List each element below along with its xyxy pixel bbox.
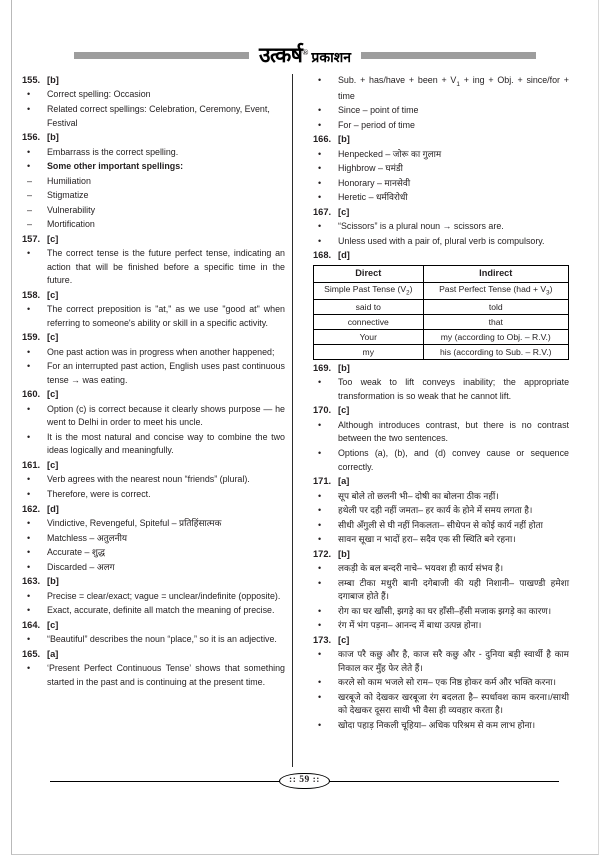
answer-option: [d] bbox=[338, 250, 350, 261]
dash-list-item bbox=[22, 189, 285, 203]
bullet-list-item bbox=[313, 162, 569, 176]
page-footer bbox=[0, 770, 609, 792]
table-cell: his (according to Sub. – R.V.) bbox=[423, 344, 568, 359]
answer-entry bbox=[22, 131, 285, 144]
table-row bbox=[314, 315, 569, 330]
answer-option: [c] bbox=[47, 459, 59, 470]
answer-option: [a] bbox=[47, 648, 59, 659]
answer-option: [c] bbox=[47, 289, 59, 300]
bullet-list-item bbox=[313, 605, 569, 619]
table-cell: that bbox=[423, 315, 568, 330]
question-number: 156. bbox=[22, 132, 41, 143]
answer-entry bbox=[22, 331, 285, 344]
list-item-text: Henpecked – जोरू का गुलाम bbox=[338, 148, 442, 159]
bullet-list-item bbox=[313, 376, 569, 403]
bullet-list-item bbox=[313, 562, 569, 576]
bullet-list-item bbox=[313, 191, 569, 205]
list-item-text: Vulnerability bbox=[47, 204, 96, 215]
table-column-header: Indirect bbox=[423, 265, 568, 282]
list-item-text: Discarded – अलग bbox=[47, 561, 115, 572]
bullet-marker-icon: • bbox=[27, 561, 31, 572]
bullet-marker-icon: • bbox=[27, 488, 31, 499]
bullet-marker-icon: • bbox=[27, 532, 31, 543]
list-item-text: Vindictive, Revengeful, Spiteful – प्रतिहिंसात्मक bbox=[47, 517, 222, 528]
question-number: 167. bbox=[313, 206, 332, 217]
bullet-list-item bbox=[22, 488, 285, 502]
list-item-text: खरबूजे को देखकर खरबूजा रंग बदलता है– स्पर्धावश काम करना।/साथी को देखकर दूसरा साथी भी वैसा ही व्यवहार करता है। bbox=[338, 691, 569, 716]
bullet-list-item bbox=[313, 676, 569, 690]
bullet-list-item bbox=[22, 546, 285, 560]
list-item-text: The correct tense is the future perfect tense, indicating an action that will be finished before a specific time in the future. bbox=[47, 248, 285, 286]
header-rule-left bbox=[74, 52, 249, 59]
bullet-marker-icon: • bbox=[318, 235, 322, 246]
list-item-text: Stigmatize bbox=[47, 190, 89, 201]
list-item-text: The correct preposition is "at," as we use "good at" when referring to someone's ability or skill in a specific activity. bbox=[47, 304, 285, 328]
list-item-text: ‘Present Perfect Continuous Tense’ shows that something started in the past and is continuing at the present time. bbox=[47, 663, 285, 687]
bullet-list-item bbox=[22, 103, 285, 130]
list-item-text: रंग में भंग पड़ना– आनन्द में बाधा उत्पन्न होना। bbox=[338, 620, 482, 631]
list-item-text: हथेली पर दही नहीं जमता– हर कार्य के होने में समय लगता है। bbox=[338, 505, 533, 516]
list-item-text: Unless used with a pair of, plural verb is compulsory. bbox=[338, 235, 545, 246]
bullet-marker-icon: • bbox=[318, 577, 322, 588]
list-item-text: For – period of time bbox=[338, 119, 415, 130]
bullet-list-item bbox=[313, 177, 569, 191]
answer-option: [b] bbox=[47, 75, 59, 85]
bullet-marker-icon: • bbox=[27, 634, 31, 645]
table-row bbox=[314, 300, 569, 315]
list-item-text: Highbrow – घमंडी bbox=[338, 163, 403, 174]
list-item-text: Too weak to lift conveys inability; the appropriate transformation is so weak that he cannot lift. bbox=[338, 377, 569, 401]
bullet-list-item bbox=[313, 235, 569, 249]
bullet-marker-icon: • bbox=[318, 534, 322, 545]
bullet-list-item bbox=[313, 148, 569, 162]
bullet-list-item bbox=[313, 220, 569, 234]
bullet-list-item bbox=[313, 104, 569, 118]
list-item-text: सूप बोले तो छलनी भी– दोषी का बोलना ठीक नहीं। bbox=[338, 490, 499, 501]
list-item-text: काज परै कछु और है, काज सरै कछु और - दुनिया बड़ी स्वार्थी है काम निकाल कर मुँह फेर लेते हैं। bbox=[338, 649, 569, 673]
table-cell: said to bbox=[314, 300, 424, 315]
dash-list-item bbox=[22, 204, 285, 218]
answer-entry bbox=[22, 388, 285, 401]
bullet-marker-icon: • bbox=[318, 163, 322, 174]
question-number: 162. bbox=[22, 503, 41, 514]
list-item-text: “Scissors” is a plural noun → scissors are. bbox=[338, 221, 504, 232]
bullet-marker-icon: • bbox=[27, 346, 31, 357]
bullet-marker-icon: • bbox=[318, 192, 322, 203]
bullet-marker-icon: • bbox=[27, 304, 31, 315]
answer-option: [c] bbox=[47, 619, 59, 630]
answer-option: [c] bbox=[47, 389, 59, 400]
bullet-list-item bbox=[313, 504, 569, 518]
question-number: 161. bbox=[22, 459, 41, 470]
answer-entry bbox=[22, 648, 285, 661]
bullet-marker-icon: • bbox=[27, 403, 31, 414]
bullet-marker-icon: • bbox=[27, 89, 31, 100]
bullet-marker-icon: • bbox=[27, 517, 31, 528]
bullet-marker-icon: • bbox=[318, 605, 322, 616]
answer-entry bbox=[22, 503, 285, 516]
footer-rule-right bbox=[324, 781, 559, 782]
bullet-marker-icon: • bbox=[318, 105, 322, 116]
question-number: 155. bbox=[22, 75, 41, 85]
bullet-list-item bbox=[22, 160, 285, 174]
question-number: 170. bbox=[313, 405, 332, 416]
question-number: 171. bbox=[313, 476, 332, 487]
list-item-text: Embarrass is the correct spelling. bbox=[47, 146, 179, 157]
answer-option: [b] bbox=[338, 362, 350, 373]
table-column-header: Direct bbox=[314, 265, 424, 282]
bullet-list-item bbox=[22, 431, 285, 458]
bullet-marker-icon: • bbox=[318, 505, 322, 516]
bullet-list-item bbox=[313, 619, 569, 633]
left-column bbox=[22, 74, 292, 764]
answer-entry bbox=[22, 74, 285, 87]
bullet-list-item bbox=[22, 403, 285, 430]
table-row bbox=[314, 330, 569, 345]
table-cell: Past Perfect Tense $(had + V_3)$ bbox=[423, 282, 568, 300]
list-item-text: “Beautiful” describes the noun “place,” so it is an adjective. bbox=[47, 634, 277, 645]
dash-marker-icon: – bbox=[27, 190, 33, 201]
footer-rule-left bbox=[50, 781, 285, 782]
bullet-list-item bbox=[22, 303, 285, 330]
answer-option: [b] bbox=[338, 548, 350, 559]
dash-list-item bbox=[22, 218, 285, 232]
bullet-marker-icon: • bbox=[318, 119, 322, 130]
list-item-text: It is the most natural and concise way to combine the two ideas logically and meaningfully. bbox=[47, 431, 285, 456]
bullet-list-item bbox=[313, 691, 569, 718]
dash-marker-icon: – bbox=[27, 204, 33, 215]
bullet-marker-icon: • bbox=[318, 447, 322, 458]
answer-option: [a] bbox=[338, 476, 350, 487]
question-number: 165. bbox=[22, 648, 41, 659]
question-number: 168. bbox=[313, 250, 332, 261]
bullet-list-item bbox=[22, 604, 285, 618]
bullet-marker-icon: • bbox=[318, 490, 322, 501]
bullet-list-item bbox=[22, 633, 285, 647]
list-item-text: Some other important spellings: bbox=[47, 161, 184, 172]
list-item-text: खोदा पहाड़ निकली चूहिया– अधिक परिश्रम से कम लाभ होना। bbox=[338, 719, 536, 730]
question-number: 172. bbox=[313, 548, 332, 559]
table-cell: connective bbox=[314, 315, 424, 330]
answer-option: [b] bbox=[47, 132, 59, 143]
registered-trademark-icon: ® bbox=[302, 47, 309, 57]
answer-option: [b] bbox=[47, 576, 59, 587]
table-cell: my bbox=[314, 344, 424, 359]
bullet-marker-icon: • bbox=[318, 177, 322, 188]
answer-option: [c] bbox=[338, 206, 350, 217]
bullet-marker-icon: • bbox=[318, 377, 322, 388]
bullet-marker-icon: • bbox=[27, 161, 31, 172]
page-number: :: 59 :: bbox=[279, 773, 330, 790]
bullet-marker-icon: • bbox=[27, 431, 31, 442]
question-number: 163. bbox=[22, 576, 41, 587]
bullet-marker-icon: • bbox=[27, 146, 31, 157]
bullet-marker-icon: • bbox=[27, 361, 31, 372]
question-number: 159. bbox=[22, 332, 41, 343]
bullet-list-item bbox=[22, 88, 285, 102]
bullet-list-item bbox=[22, 517, 285, 531]
answer-entry bbox=[313, 362, 569, 375]
table-cell: Your bbox=[314, 330, 424, 345]
question-number: 173. bbox=[313, 634, 332, 645]
answer-entry bbox=[313, 249, 569, 262]
bullet-marker-icon: • bbox=[27, 663, 31, 674]
right-column bbox=[299, 74, 569, 764]
bullet-marker-icon: • bbox=[27, 474, 31, 485]
page-header bbox=[20, 42, 590, 68]
bullet-marker-icon: • bbox=[27, 104, 31, 114]
list-item-text: For an interrupted past action, English uses past continuous tense → was eating. bbox=[47, 361, 285, 385]
list-item-text: Since – point of time bbox=[338, 105, 419, 116]
answer-option: [c] bbox=[338, 634, 350, 645]
bullet-list-item bbox=[22, 247, 285, 288]
answer-entry bbox=[22, 289, 285, 302]
answer-entry bbox=[313, 404, 569, 417]
bullet-list-item bbox=[22, 346, 285, 360]
answer-entry bbox=[22, 233, 285, 246]
bullet-list-item bbox=[313, 719, 569, 733]
list-item-text: करले सो काम भजले सो राम– एक निष्ठ होकर कर्म और भक्ति करना। bbox=[338, 677, 556, 688]
table-header-row bbox=[314, 265, 569, 282]
list-item-text: Therefore, were is correct. bbox=[47, 488, 151, 499]
publisher-brand-name: उत्कर्ष bbox=[258, 42, 303, 67]
bullet-marker-icon: • bbox=[318, 691, 322, 702]
list-item-text: रोग का घर खाँसी, झगड़े का घर हाँसी–हँसी मजाक झगड़े का कारण। bbox=[338, 605, 552, 616]
publisher-logo bbox=[258, 42, 352, 67]
question-number: 160. bbox=[22, 389, 41, 400]
answer-entry bbox=[313, 206, 569, 219]
list-item-text: Exact, accurate, definite all match the meaning of precise. bbox=[47, 605, 275, 616]
answer-option: [c] bbox=[338, 405, 350, 416]
answer-entry bbox=[313, 133, 569, 146]
list-item-text: Option (c) is correct because it clearly shows purpose — he went to Delhi in order to meet his uncle. bbox=[47, 403, 285, 428]
table-cell: my (according to Obj. – R.V.) bbox=[423, 330, 568, 345]
list-item-text: Mortification bbox=[47, 219, 95, 230]
question-number: 157. bbox=[22, 233, 41, 244]
bullet-list-item bbox=[22, 473, 285, 487]
bullet-marker-icon: • bbox=[318, 719, 322, 730]
list-item-text: Verb agrees with the nearest noun “friends” (plural). bbox=[47, 474, 250, 485]
bullet-list-item bbox=[22, 561, 285, 575]
dash-marker-icon: – bbox=[27, 175, 33, 186]
bullet-marker-icon: • bbox=[318, 620, 322, 631]
question-number: 164. bbox=[22, 619, 41, 630]
dash-list-item bbox=[22, 175, 285, 189]
list-item-text: Although introduces contrast, but there is no contrast between the two sentences. bbox=[338, 419, 569, 444]
answer-option: [c] bbox=[47, 233, 59, 244]
bullet-marker-icon: • bbox=[318, 419, 322, 430]
dash-marker-icon: – bbox=[27, 219, 33, 230]
question-number: 158. bbox=[22, 289, 41, 300]
list-item-text: लकड़ी के बल बन्दरी नाचे– भयवश ही कार्य संभव है। bbox=[338, 563, 504, 574]
bullet-marker-icon: • bbox=[27, 605, 31, 616]
list-item-text: Precise = clear/exact; vague = unclear/indefinite (opposite). bbox=[47, 590, 281, 601]
header-rule-right bbox=[361, 52, 536, 59]
list-item-text: Sub. + has/have + been + $V_1$ + ing + Obj. + since/for + time bbox=[338, 75, 569, 101]
answer-entry bbox=[22, 459, 285, 472]
bullet-list-item bbox=[22, 360, 285, 387]
list-item-text: Heretic – धर्मविरोधी bbox=[338, 192, 408, 203]
bullet-marker-icon: • bbox=[318, 563, 322, 574]
bullet-list-item bbox=[22, 590, 285, 604]
answer-option: [d] bbox=[47, 503, 59, 514]
bullet-marker-icon: • bbox=[318, 649, 322, 660]
bullet-marker-icon: • bbox=[27, 590, 31, 601]
bullet-list-item bbox=[313, 490, 569, 504]
table-row bbox=[314, 344, 569, 359]
table-cell: Simple Past Tense $(V_2)$ bbox=[314, 282, 424, 300]
list-item-text: Matchless – अतुलनीय bbox=[47, 532, 128, 543]
list-item-text: Options (a), (b), and (d) convey cause or sequence correctly. bbox=[338, 447, 569, 472]
answer-option: [b] bbox=[338, 134, 350, 145]
answer-entry bbox=[313, 475, 569, 488]
list-item-text: लम्बा टीका मधुरी बानी दगेबाजी की यही निशानी– पाखण्डी हमेशा दगाबाज होते हैं। bbox=[338, 577, 569, 602]
bullet-list-item bbox=[313, 648, 569, 675]
bullet-list-item bbox=[22, 532, 285, 546]
answer-entry bbox=[22, 619, 285, 632]
answer-option: [c] bbox=[47, 332, 59, 343]
two-column-body bbox=[22, 74, 588, 764]
answer-entry bbox=[313, 634, 569, 647]
answer-entry bbox=[313, 548, 569, 561]
bullet-list-item bbox=[313, 74, 569, 103]
bullet-marker-icon: • bbox=[27, 248, 31, 259]
bullet-marker-icon: • bbox=[318, 75, 322, 85]
bullet-marker-icon: • bbox=[27, 547, 31, 558]
list-item-text: One past action was in progress when another happened; bbox=[47, 346, 275, 357]
question-number: 169. bbox=[313, 362, 332, 373]
bullet-list-item bbox=[313, 577, 569, 604]
list-item-text: Related correct spellings: Celebration, Ceremony, Event, Festival bbox=[47, 104, 270, 128]
bullet-marker-icon: • bbox=[318, 148, 322, 159]
bullet-list-item bbox=[313, 419, 569, 446]
bullet-marker-icon: • bbox=[318, 677, 322, 688]
column-divider bbox=[292, 74, 293, 767]
bullet-marker-icon: • bbox=[318, 519, 322, 530]
list-item-text: Accurate – शुद्ध bbox=[47, 547, 106, 558]
bullet-list-item bbox=[22, 146, 285, 160]
direct-indirect-table bbox=[313, 265, 569, 360]
answer-entry bbox=[22, 575, 285, 588]
bullet-list-item bbox=[22, 662, 285, 689]
table-cell: told bbox=[423, 300, 568, 315]
list-item-text: सावन सूखा न भादों हरा– सदैव एक सी स्थिति बने रहना। bbox=[338, 534, 516, 545]
question-number: 166. bbox=[313, 134, 332, 145]
list-item-text: Honorary – मानसेवी bbox=[338, 177, 411, 188]
list-item-text: Humiliation bbox=[47, 175, 91, 186]
bullet-list-item bbox=[313, 519, 569, 533]
publisher-subtitle: प्रकाशन bbox=[311, 50, 352, 66]
list-item-text: Correct spelling: Occasion bbox=[47, 89, 151, 100]
bullet-list-item bbox=[313, 447, 569, 474]
bullet-marker-icon: • bbox=[318, 221, 322, 232]
table-row bbox=[314, 282, 569, 300]
bullet-list-item bbox=[313, 119, 569, 133]
list-item-text: सीधी अँगुली से घी नहीं निकलता– सीधेपन से कोई कार्य नहीं होता bbox=[338, 519, 543, 530]
bullet-list-item bbox=[313, 533, 569, 547]
